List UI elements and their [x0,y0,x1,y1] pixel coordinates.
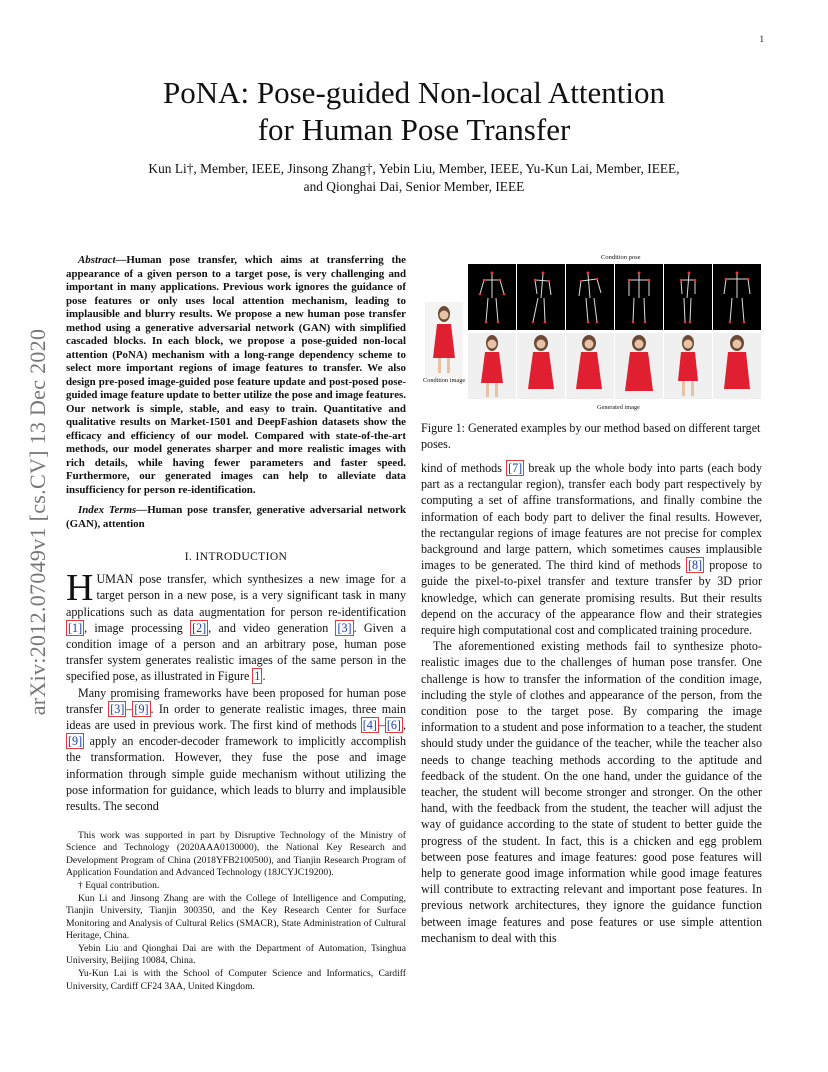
skeleton-icon [566,264,614,330]
text-run: – [378,718,385,733]
citation-link[interactable]: [8] [687,558,703,573]
pose-skeleton-image [468,264,516,330]
person-red-dress-icon [425,302,463,377]
person-red-dress-icon [615,333,663,399]
right-paragraph-1 [421,460,762,638]
generated-image [664,333,712,399]
skeleton-icon [517,264,565,330]
skeleton-icon [468,264,516,330]
text-run: Many promising frameworks have been proposed for human pose transfer [66,685,406,716]
pose-skeleton-image [664,264,712,330]
condition-pose-label: Condition pose [601,254,641,261]
text-run: . [262,669,266,684]
footnote-affiliation-2: Yebin Liu and Qionghai Dai are with the Department of Automation, Tsinghua University, Beijing 10084, China. [66,943,406,967]
generated-image-label: Generated image [597,404,640,411]
text-run: kind of methods [421,461,507,475]
text-run: . Given a condition image of a person and an arbitrary pose, human pose transfer system generates realistic images of the same person in the specified pose, as illustrated in Figure [66,620,406,684]
generated-image [566,333,614,399]
text-run: – [126,701,133,716]
citation-link[interactable]: [9] [68,734,83,749]
text-run: propose to guide the pixel-to-pixel transfer and texture transfer by 3D prior knowledge, which can generate promising results. But their results depend on the accuracy of the appearance flow and their strategies require high computational cost and complicated training procedure. [421,558,762,638]
skeleton-icon [664,264,712,330]
citation-link[interactable]: [6] [386,718,401,733]
author-list [0,160,828,196]
generated-image [468,333,516,399]
citation-link[interactable]: [2] [192,620,207,635]
condition-image [425,302,463,377]
skeleton-icon [713,264,761,330]
citation-link[interactable]: [3] [110,701,125,716]
generated-image [713,333,761,399]
abstract [66,254,406,497]
intro-paragraph-2 [66,685,406,815]
text-run: , [402,718,406,733]
pose-skeleton-image [713,264,761,330]
pose-row [468,264,762,330]
footnotes [66,830,406,993]
generated-image [615,333,663,399]
citation-link[interactable]: [9] [134,701,149,716]
index-terms-label: Index Terms [78,504,137,516]
text-run: . In order to generate realistic images, three main ideas are used in previous work. The first kind of methods [66,701,406,733]
drop-cap: H [66,567,94,610]
right-paragraph-2: The aforementioned existing methods fail to synthesize photo-realistic images due to the challenges of human pose transfer. One challenge is how to transfer the information of the condition image, including the style of clothes and appearance of the person, from the condition pose to the target pose. By comparing the image information to a student and pose information to a teacher, the student should study under the guidance of the teacher, while the teacher also needs to change teaching methods according to the aptitude and feedback of the student. On the one hand, under the guidance of the teacher, the student will become stronger and stronger. On the other hand, with the feedback from the student, the teacher will adjust the way of guidance according to the state of student to better guide the progress of the student. In fact, this is a chicken and egg problem between pose features and image features: good pose features will help to generate good image information while good image features will contribute to extracting relevant and important pose features. In previous network architectures, they ignore the guidance function between image features and pose features or use simple attention mechanism to deal with this [421,639,762,945]
abstract-text: —Human pose transfer, which aims at transferring the appearance of a given person to a target pose, is very challenging and important in many applications. Previous work ignores the guidance of pose features or only uses local attention mechanism, leading to implausible and blurry results. We propose a new human pose transfer method using a generative adversarial network (GAN) with simplified cascaded blocks. In each block, we propose a pose-guided non-local attention (PoNA) mechanism with a long-range dependency scheme to select more important regions of image features to transfer. We also design pre-posed image-guided pose feature update and post-posed pose-guided image feature update to better utilize the pose and image features. Our network is simple, stable, and easy to train. Quantitative and qualitative results on Market-1501 and DeepFashion datasets show the efficacy and efficiency of our model. Compared with state-of-the-art methods, our model generates sharper and more realistic images with rich details, while having fewer parameters and faster speed. Furthermore, our generated images can help to alleviate data insufficiency for person re-identification. [66,254,406,496]
text-run: UMAN pose transfer, which synthesizes a new image for a target person in a new pose, is a very significant task in many applications such as data augmentation for person re-identification [66,572,406,619]
citation-link[interactable]: [4] [362,718,377,733]
index-terms-text: —Human pose transfer, generative adversarial network (GAN), attention [66,504,406,530]
person-red-dress-icon [566,333,614,399]
pose-skeleton-image [517,264,565,330]
citation-link[interactable]: [3] [337,620,352,635]
page-number: 1 [759,34,764,44]
arxiv-id: arXiv:2012.07049v1 [cs.CV] 13 Dec 2020 [25,328,50,716]
citation-link[interactable]: [1] [68,620,83,635]
right-column [421,460,762,946]
footnote-funding: This work was supported in part by Disruptive Technology of the Ministry of Science and Technology (2020AAA0130000), the National Key Research and Development Program of China (2018YFB2100500), and Tianjin Research Program of Application Foundation and Advanced Technology (18JCYJC19200). [66,830,406,878]
figure-1 [421,252,762,420]
figure-caption: Figure 1: Generated examples by our method based on different target poses. [421,421,761,452]
authors-line-2: and Qionghai Dai, Senior Member, IEEE [303,179,525,194]
figure-link[interactable]: 1 [254,669,261,684]
citation-link[interactable]: [7] [508,461,523,475]
person-red-dress-icon [517,333,565,399]
section-heading: I. INTRODUCTION [184,551,288,563]
text-run: apply an encoder-decoder framework to implicitly accomplish the transformation. However, they fuse the pose and image information through simple guide mechanism without utilizing the pose information for guidance, which leads to blurry and implausible results. The second [66,734,406,814]
generated-image [517,333,565,399]
intro-paragraph-1 [66,567,406,684]
footnote-affiliation-1: Kun Li and Jinsong Zhang are with the College of Intelligence and Computing, Tianjin University, Tianjin 300350, and the Key Research Center for Surface Monitoring and Analysis of Cultural Relics (SMACR), State Administration of Cultural Heritage, China. [66,893,406,941]
person-red-dress-icon [468,333,516,399]
paper-title [0,74,828,148]
arxiv-watermark [18,282,58,762]
footnote-equal-contribution: † Equal contribution. [78,880,160,892]
footnote-affiliation-3: Yu-Kun Lai is with the School of Computer Science and Informatics, Cardiff University, Cardiff CF24 3AA, United Kingdom. [66,968,406,992]
person-red-dress-icon [713,333,761,399]
text-run: , image processing [84,620,191,635]
pose-skeleton-image [615,264,663,330]
index-terms [66,504,406,531]
pose-skeleton-image [566,264,614,330]
title-line-2: for Human Pose Transfer [257,112,571,147]
generated-row [468,333,762,399]
abstract-label: Abstract [78,254,116,266]
text-run: break up the whole body into parts (each body part as a rectangular region), transfer each body part respectively by computing a set of affine transformations, and finally combine the information of each body part to deliver the final results. However, the rectangular regions of image features are not precise for complex background and large pattern, which sometimes causes implausible images to be generated. The third kind of methods [421,461,762,573]
skeleton-icon [615,264,663,330]
condition-image-label: Condition image [423,377,466,384]
person-red-dress-icon [664,333,712,399]
title-line-1: PoNA: Pose-guided Non-local Attention [163,75,665,110]
left-column [66,254,406,994]
authors-line-1: Kun Li†, Member, IEEE, Jinsong Zhang†, Yebin Liu, Member, IEEE, Yu-Kun Lai, Member, IEEE, [148,161,680,176]
text-run: , and video generation [208,620,336,635]
